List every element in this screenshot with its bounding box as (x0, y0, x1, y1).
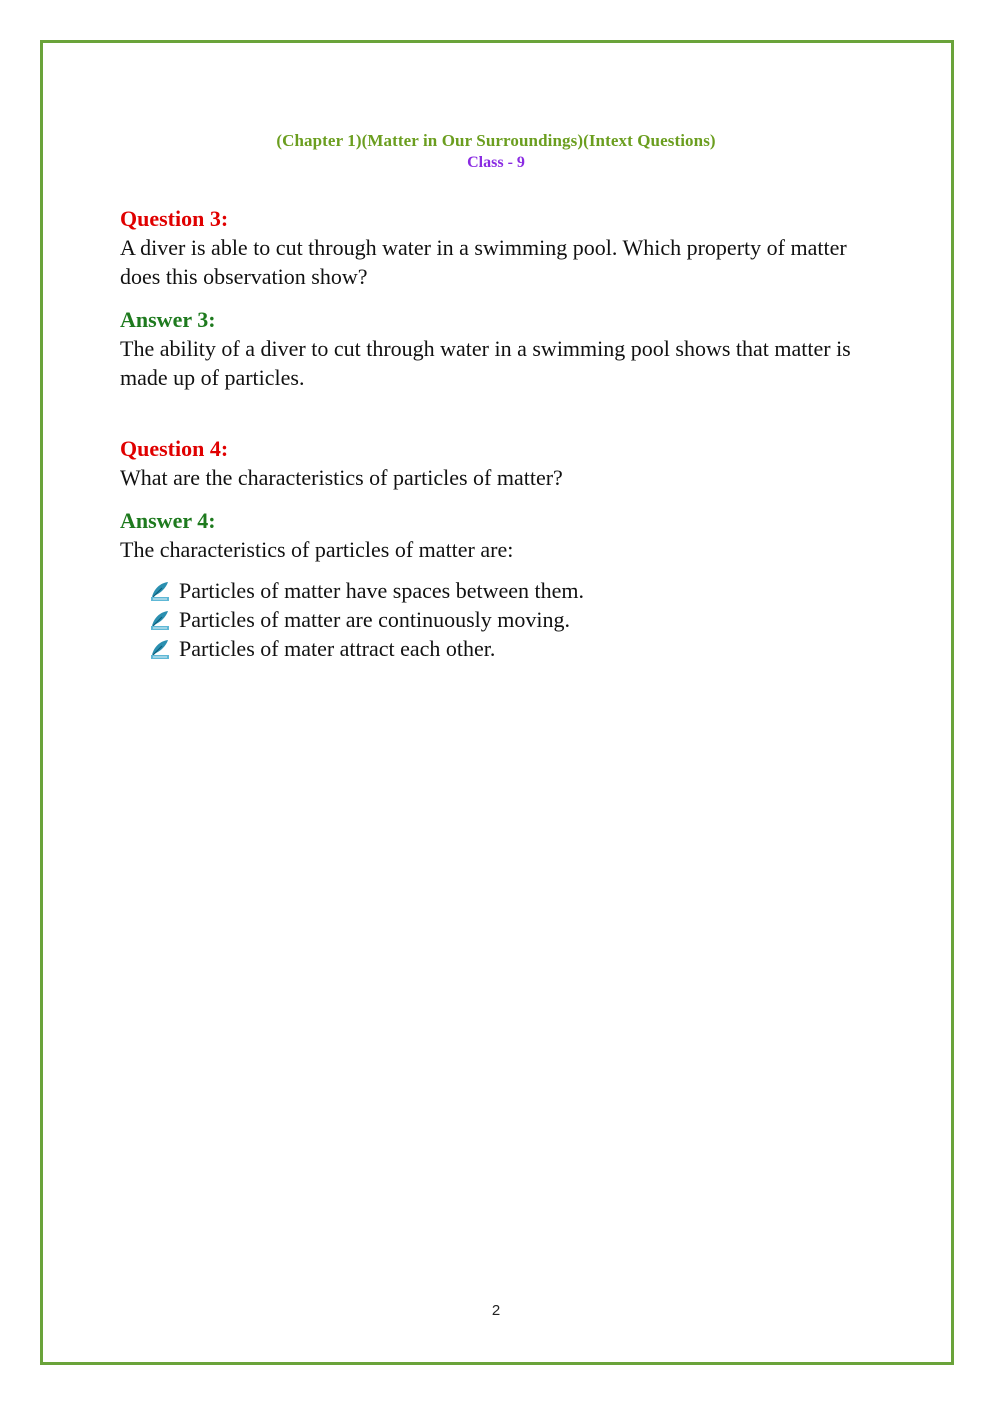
question-text: What are the characteristics of particles of matter? (120, 465, 563, 490)
class-label: Class - 9 (467, 154, 525, 171)
answer-label: Answer 4: (120, 508, 216, 533)
list-item-text: Particles of mater attract each other. (179, 635, 496, 661)
list-item (150, 605, 584, 634)
list-item-text: Particles of matter are continuously moving. (179, 606, 571, 632)
chapter-title: (Chapter 1)(Matter in Our Surroundings)(Intext Questions) (276, 131, 716, 150)
list-item (150, 576, 584, 605)
answer-text: The ability of a diver to cut through water in a swimming pool shows that matter is made up of particles. (120, 336, 851, 390)
quill-pen-icon (150, 609, 170, 631)
question-label: Question 4: (120, 436, 229, 461)
question-4-block (120, 435, 880, 492)
list-item-text: Particles of matter have spaces between them. (179, 577, 585, 603)
quill-pen-icon (150, 580, 170, 602)
characteristics-list (150, 576, 584, 663)
question-label: Question 3: (120, 206, 229, 231)
page-number: 2 (491, 1302, 501, 1319)
question-3-block (120, 205, 880, 291)
answer-label: Answer 3: (120, 307, 216, 332)
answer-3-block (120, 306, 880, 392)
quill-pen-icon (150, 638, 170, 660)
answer-text: The characteristics of particles of matter are: (120, 537, 514, 562)
question-text: A diver is able to cut through water in a swimming pool. Which property of matter does this observation show? (120, 235, 847, 289)
list-item (150, 634, 584, 663)
answer-4-block (120, 507, 880, 564)
